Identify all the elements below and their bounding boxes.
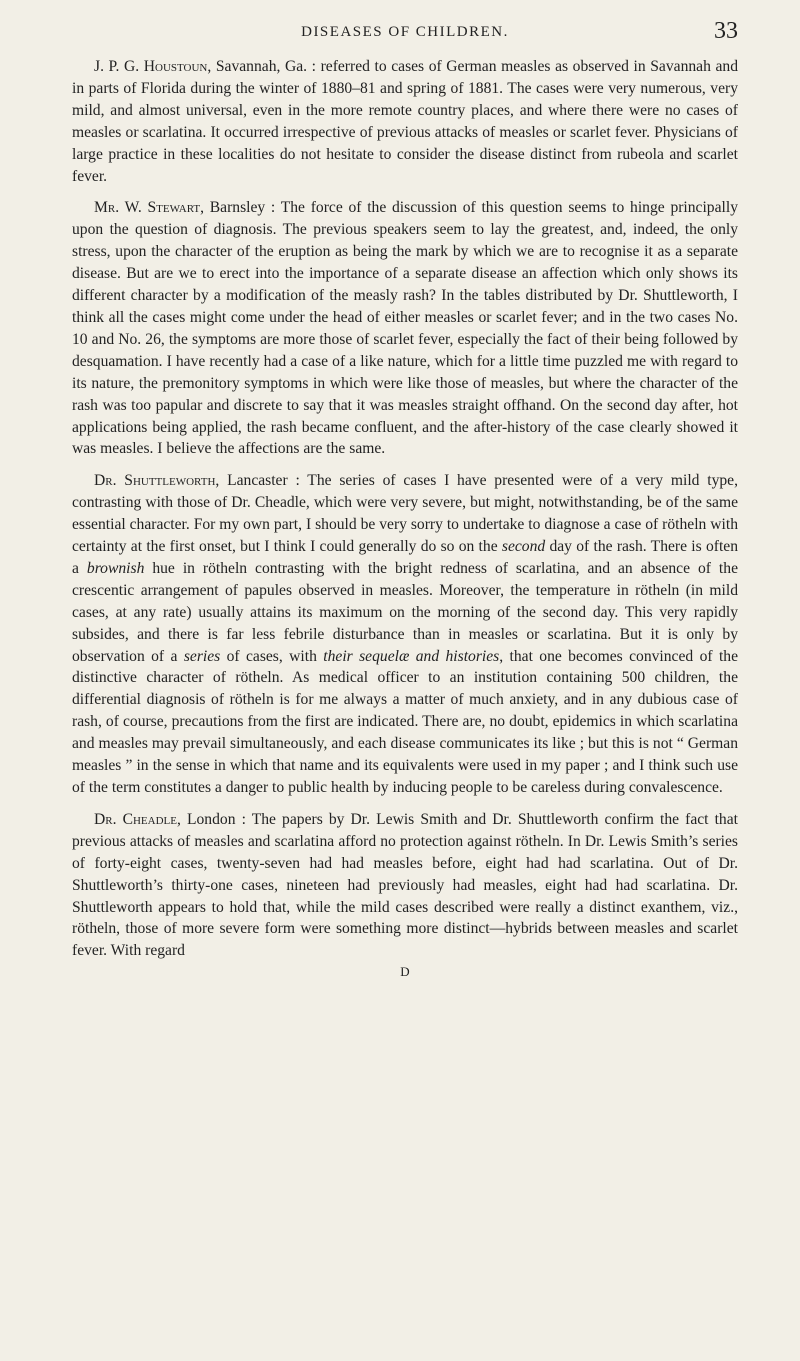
speaker-name: J. P. G. Houstoun xyxy=(94,58,208,75)
italic-text: second xyxy=(501,538,546,556)
paragraph-text: hue in rötheln contrasting with the bright redness of scarlatina, and an absence of the crescentic arrangement of papules observed in measles. Moreover, the temperature in rötheln (in mild cases, at any rate) usually attains its maximum on the morning of the second day. This very rapidly subsides, and there is far less febrile disturbance than in measles or scarlatina. But it is only by observation of a xyxy=(72,559,738,665)
speaker-name: Dr. Shuttleworth xyxy=(94,472,216,490)
paragraph-houstoun xyxy=(72,56,738,187)
page-number: 33 xyxy=(714,18,738,44)
speaker-name: Dr. Cheadle xyxy=(94,810,177,828)
paragraph-text: , Barnsley : The force of the discussion of this question seems to hinge principally upon the question of diagnosis. The previous speakers seem to lay the greatest, and, indeed, the only stress, upon the character of the eruption as being the mark by which we are to recognise it as a separate disease. But are we to erect into the importance of a separate disease an affection which only shows its different character by a modification of the measly rash? In the tables distributed by Dr. Shuttleworth, I think all the cases might come under the head of either measles or scarlet fever; and in the two cases No. 10 and No. 26, the symptoms are more those of scarlet fever, especially the fact of their being followed by desquamation. I have recently had a case of a like nature, which for a little time puzzled me with regard to its nature, the premonitory symptoms in which were like those of measles, but where the character of the rash was too papular and discrete to say that it was measles straight offhand. On the second day after, hot applications being applied, the rash became confluent, and the after-history of the case clearly showed it was measles. I believe the affections are the same. xyxy=(72,199,738,458)
paragraph-shuttleworth xyxy=(72,470,738,799)
paragraph-text: day of the rash. There is often a xyxy=(72,538,739,577)
italic-text: series xyxy=(183,647,221,665)
paragraph-text: , Savannah, Ga. : referred to cases of German measles as observed in Savannah and in parts of Florida during the winter of 1880–81 and spring of 1881. The cases were very numerous, very mild, and almost universal, even in the more remote country places, and where there were no cases of measles or scarlatina. It occurred irrespective of previous attacks of measles or scarlet fever. Physicians of large practice in these localities do not hesitate to consider the disease distinct from rubeola and scarlet fever. xyxy=(72,58,738,185)
paragraph-text: , Lancaster : The series of cases I have presented were of a very mild type, contrasting with those of Dr. Cheadle, which were very severe, but might, notwithstanding, be of the same essential character. For my own part, I should be very sorry to undertake to diagnose a case of rötheln with certainty at the first onset, but I think I could generally do so on the xyxy=(72,472,739,556)
page-header xyxy=(72,0,738,56)
paragraph-text: , London : The papers by Dr. Lewis Smith and Dr. Shuttleworth confirm the fact that previous attacks of measles and scarlatina afford no protection against rötheln. In Dr. Lewis Smith’s series of forty-eight cases, twenty-seven had had measles before, eight had had scarlatina. Out of Dr. Shuttleworth’s thirty-one cases, nineteen had previously had measles, eight had had scarlatina. Dr. Shuttleworth appears to hold that, while the mild cases described were really a distinct exanthem, viz., rötheln, those of more severe form were something more distinct—hybrids between measles and scarlet fever. With regard xyxy=(72,810,738,960)
paragraph-cheadle xyxy=(72,809,738,962)
italic-text: their sequelæ and histories xyxy=(323,647,500,665)
signature-mark: D xyxy=(400,964,410,980)
paragraph-stewart xyxy=(72,197,738,460)
paragraph-text: of cases, with xyxy=(220,647,324,665)
running-head: DISEASES OF CHILDREN. xyxy=(301,24,509,40)
italic-text: brownish xyxy=(86,559,145,577)
speaker-name: Mr. W. Stewart xyxy=(94,199,201,217)
paragraph-text: , that one becomes convinced of the distinctive character of rötheln. As medical officer to an institution containing 500 children, the differential diagnosis of rötheln is for me always a matter of much anxiety, and in any dubious case of rash, of course, precautions from the first are indicated. There are, no doubt, epidemics in which scarlatina and measles may prevail simultaneously, and each disease communicates its like ; but this is not “ German measles ” in the sense in which that name and its equivalents were used in my paper ; and I think such use of the term constitutes a danger to public health by inducing people to be careless during convalescence. xyxy=(72,647,739,796)
